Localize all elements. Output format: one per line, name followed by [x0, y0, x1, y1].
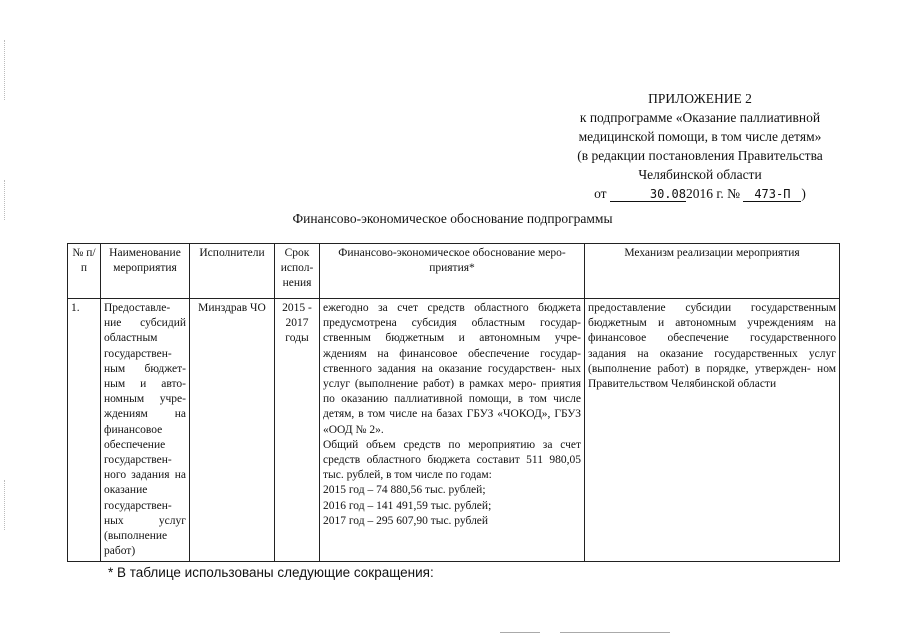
scan-margin-marks [4, 40, 7, 100]
col-header-mechanism: Механизм реализации мероприятия [585, 244, 840, 299]
col-header-term: Срок испол- нения [275, 244, 320, 299]
col-header-name: Наименование мероприятия [101, 244, 190, 299]
table-row [68, 299, 840, 562]
justification-total: Общий объем средств по мероприятию за счет средств областного бюджета составит 511 980,05 тыс. рублей, в том числе по годам: [323, 438, 581, 482]
justification-2015: 2015 год – 74 880,56 тыс. рублей; [323, 484, 486, 497]
number-field: 473-П [743, 187, 801, 202]
cell-name: Предоставле- ние субсидий областным государствен- ным бюджет- ным и авто- номным учре- ждениям на финансовое обеспечение государствен- ного задания на оказание государствен- ных услуг (выполнение работ) [101, 299, 190, 562]
cell-justification [320, 299, 585, 562]
date-field: 30.08 [610, 187, 686, 202]
appendix-number: ПРИЛОЖЕНИЕ 2 [648, 91, 752, 106]
financial-table [67, 243, 840, 562]
appendix-line-1: к подпрограмме «Оказание паллиативной [579, 110, 821, 125]
appendix-line-2: медицинской помощи, в том числе детям» [578, 129, 822, 144]
from-label: от [594, 186, 607, 201]
col-header-number: № п/п [68, 244, 101, 299]
appendix-line-4: Челябинской области [638, 167, 762, 182]
footnote: * В таблице использованы следующие сокращения: [108, 565, 434, 580]
justification-2016: 2016 год – 141 491,59 тыс. рублей; [323, 499, 492, 512]
close-paren: ) [801, 186, 806, 201]
scan-bottom-mark [500, 632, 540, 633]
table-header-row [68, 244, 840, 299]
scan-margin-marks [4, 480, 7, 530]
document-title: Финансово-экономическое обоснование подпрограммы [292, 211, 613, 226]
cell-mechanism: предоставление субсидии государственным бюджетным и автономным учреждениям на финансовое обеспечение государственного задания на оказание государственных услуг (выполнение работ) в порядке, утвержден- ном Правительством Челябинской области [585, 299, 840, 562]
justification-2017: 2017 год – 295 607,90 тыс. рублей [323, 514, 489, 527]
cell-executor: Минздрав ЧО [190, 299, 275, 562]
cell-number: 1. [68, 299, 101, 562]
scan-bottom-mark [560, 632, 670, 633]
appendix-date-line [540, 184, 860, 203]
col-header-executors: Исполнители [190, 244, 275, 299]
col-header-justification: Финансово-экономическое обоснование меро- приятия* [320, 244, 585, 299]
year-label: 2016 г. № [685, 186, 740, 201]
cell-term: 2015 - 2017 годы [275, 299, 320, 562]
appendix-header [540, 89, 860, 203]
appendix-line-3: (в редакции постановления Правительства [577, 148, 823, 163]
justification-text: ежегодно за счет средств областного бюджета предусмотрена субсидия областным государ- ственным бюджетным и автономным учре- ждениям на финансовое обеспечение государ- ственного задания на оказание государствен- ных услуг (выполнение работ) в рамках меро- приятия по оказанию паллиативной помощи, в том числе детям, в том числе на базах ГБУЗ «ЧОКОД», ГБУЗ «ООД № 2». [323, 302, 581, 436]
